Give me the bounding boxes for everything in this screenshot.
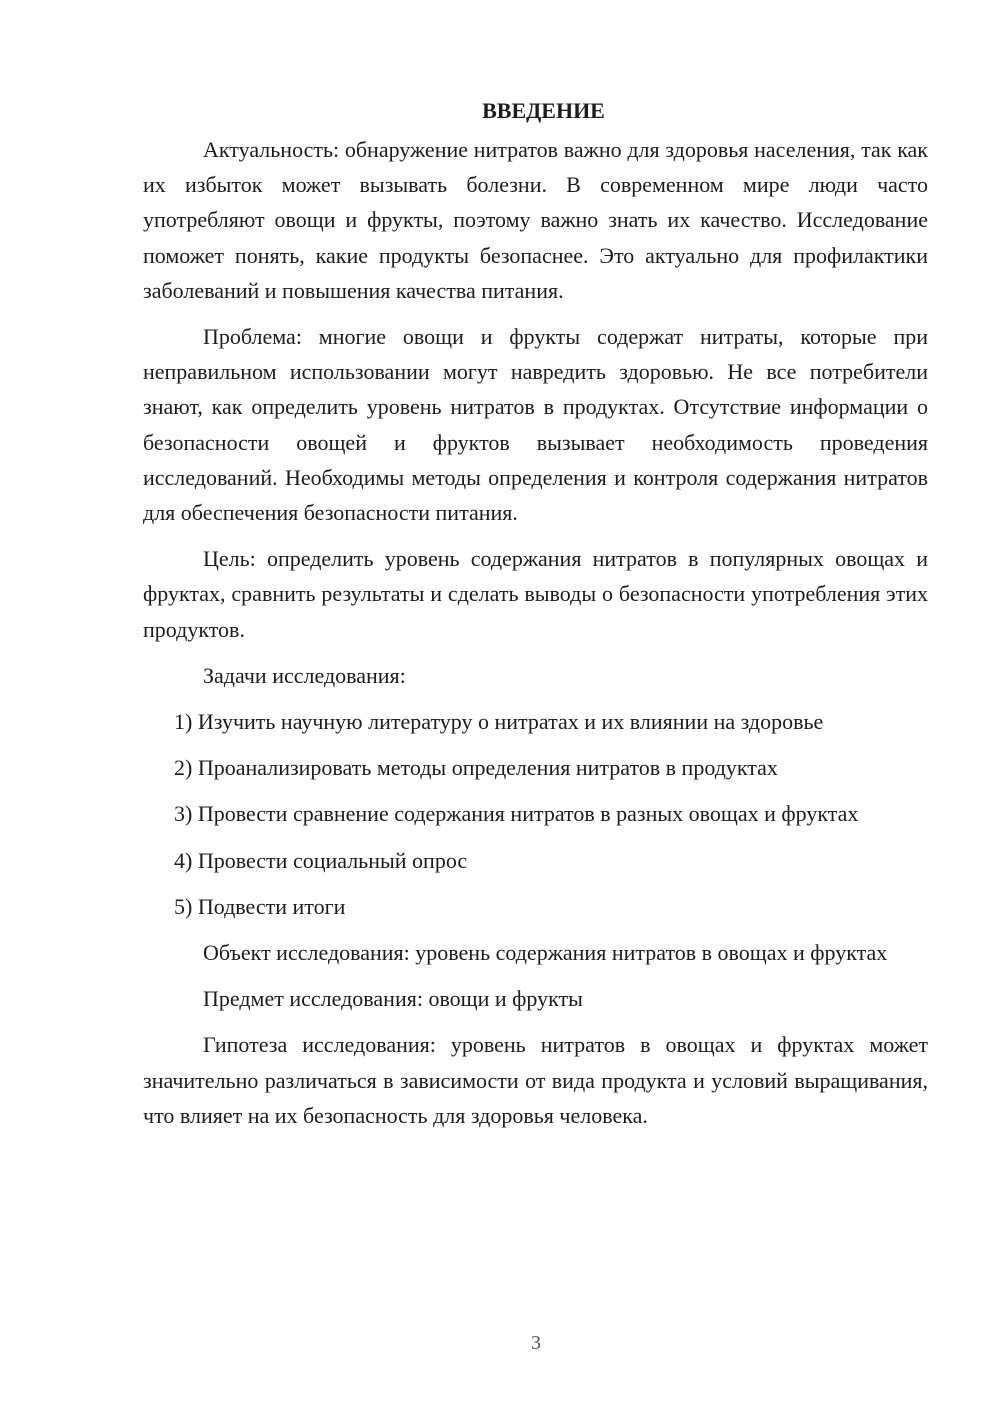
document-page <box>143 96 928 1144</box>
relevance-paragraph: Актуальность: обнаружение нитратов важно для здоровья населения, так как их избыток может вызывать болезни. В современном мире люди часто употребляют овощи и фрукты, поэтому важно знать их качество. Исследование поможет понять, какие продукты безопаснее. Это актуально для профилактики заболеваний и повышения качества питания. <box>143 137 928 303</box>
page-number: 3 <box>531 1332 541 1354</box>
hypothesis-paragraph: Гипотеза исследования: уровень нитратов в овощах и фруктах может значительно различаться в зависимости от вида продукта и условий выращивания, что влияет на их безопасность для здоровья человека. <box>143 1032 928 1128</box>
problem-paragraph: Проблема: многие овощи и фрукты содержат нитраты, которые при неправильном использовании могут навредить здоровью. Не все потребители знают, как определить уровень нитратов в продуктах. Отсутствие информации о безопасности овощей и фруктов вызывает необходимость проведения исследований. Необходимы методы определения и контроля содержания нитратов для обеспечения безопасности питания. <box>143 324 928 526</box>
task-item: 3) Провести сравнение содержания нитратов в разных овощах и фруктах <box>174 801 859 827</box>
task-item: 5) Подвести итоги <box>174 893 346 919</box>
goal-paragraph: Цель: определить уровень содержания нитратов в популярных овощах и фруктах, сравнить результаты и сделать выводы о безопасности употребления этих продуктов. <box>143 546 928 642</box>
object-paragraph: Объект исследования: уровень содержания нитратов в овощах и фруктах <box>203 940 888 966</box>
tasks-heading: Задачи исследования: <box>203 662 406 688</box>
subject-paragraph: Предмет исследования: овощи и фрукты <box>203 986 583 1012</box>
task-item: 4) Провести социальный опрос <box>174 847 468 873</box>
task-item: 2) Проанализировать методы определения нитратов в продуктах <box>174 755 778 781</box>
section-title: ВВЕДЕНИЕ <box>482 98 605 123</box>
task-item: 1) Изучить научную литературу о нитратах и их влиянии на здоровье <box>174 709 824 735</box>
